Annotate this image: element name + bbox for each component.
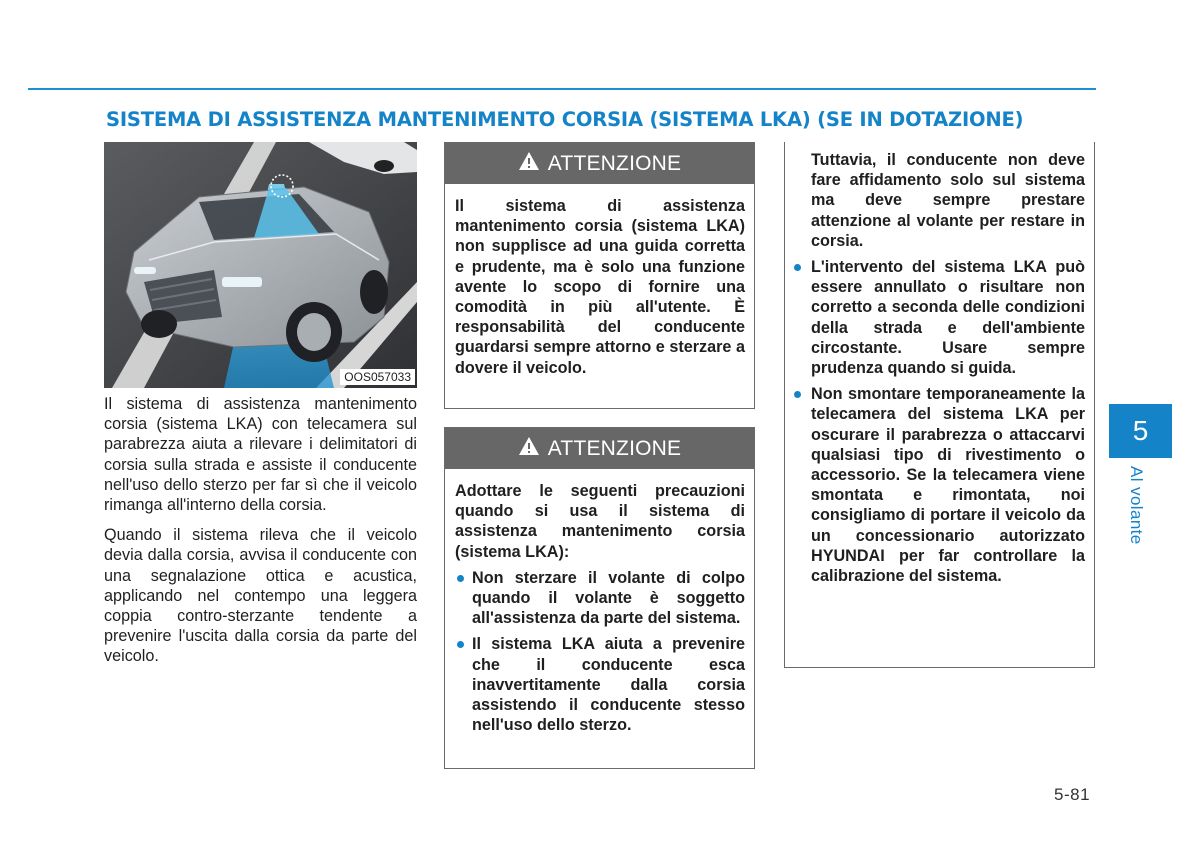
- continuation-text: Tuttavia, il conducente non deve fare affidamento solo sul sistema ma deve sempre prestare attenzione al volante per restare in corsia.: [811, 151, 1085, 250]
- intro-column: [104, 394, 417, 677]
- warning-title-2: ATTENZIONE: [547, 436, 682, 460]
- list-item: Il sistema LKA aiuta a prevenire che il conducente esca inavvertitamente dalla corsia assistendo il conducente stesso nell'uso dello sterzo.: [455, 634, 745, 735]
- page-number: 5-81: [1054, 785, 1091, 804]
- warning-continuation-box: [784, 142, 1095, 668]
- chapter-label: Al volante: [1127, 466, 1146, 545]
- warning-list-2: [455, 568, 745, 736]
- warning-triangle-icon: [518, 151, 540, 177]
- car-camera-illustration: [104, 142, 417, 388]
- intro-paragraph-2: Quando il sistema rileva che il veicolo devia dalla corsia, avvisa il conducente con una segnalazione ottica e acustica, applicando nel contempo una leggera coppia contro-sterzante tendente a prevenire l'uscita dalla corsia da parte del veicolo.: [104, 526, 417, 666]
- warning-text-1: Il sistema di assistenza mantenimento corsia (sistema LKA) non supplisce ad una guida corretta e prudente, ma è solo una funzione avente lo scopo di fornire una comodità in più all'utente. È responsabilità del conducente guardarsi sempre attorno e sterzare a dovere il veicolo.: [455, 197, 745, 377]
- chapter-number-tab: 5: [1109, 404, 1172, 458]
- list-item: Non sterzare il volante di colpo quando il volante è soggetto all'assistenza da parte del sistema.: [455, 568, 745, 629]
- list-item: L'intervento del sistema LKA può essere annullato o risultare non corretto a seconda delle condizioni della strada e dell'ambiente circostante. Usare sempre prudenza quando si guida.: [811, 258, 1085, 378]
- warning-box-2: [444, 427, 755, 769]
- warning-title-1: ATTENZIONE: [547, 151, 682, 175]
- intro-paragraph-1: Il sistema di assistenza mantenimento corsia (sistema LKA) con telecamera sul parabrezza aiuta a rilevare i delimitatori di corsia sulla strada e assiste il conducente nell'uso dello sterzo per far sì che il veicolo rimanga all'interno della corsia.: [104, 395, 417, 515]
- warning-intro-2: Adottare le seguenti precauzioni quando si usa il sistema di assistenza mantenimento corsia (sistema LKA):: [455, 482, 745, 561]
- warning-header-2: [445, 428, 754, 469]
- warning-header-1: [445, 143, 754, 184]
- figure-code: OOS057033: [340, 369, 415, 385]
- list-item: Non smontare temporaneamente la telecamera del sistema LKA per oscurare il parabrezza o attaccarvi qualsiasi tipo di rivestimento o accessorio. Se la telecamera viene smontata e rimontata, noi consigliamo di portare il veicolo da un concessionario autorizzato HYUNDAI per far controllare la calibrazione del sistema.: [811, 385, 1085, 586]
- continuation-list: [811, 257, 1085, 586]
- lka-illustration: [104, 142, 417, 388]
- warning-triangle-icon: [518, 436, 540, 462]
- top-rule: [28, 88, 1096, 90]
- section-title: SISTEMA DI ASSISTENZA MANTENIMENTO CORSIA (SISTEMA LKA) (SE IN DOTAZIONE): [106, 108, 1024, 131]
- warning-box-1: [444, 142, 755, 409]
